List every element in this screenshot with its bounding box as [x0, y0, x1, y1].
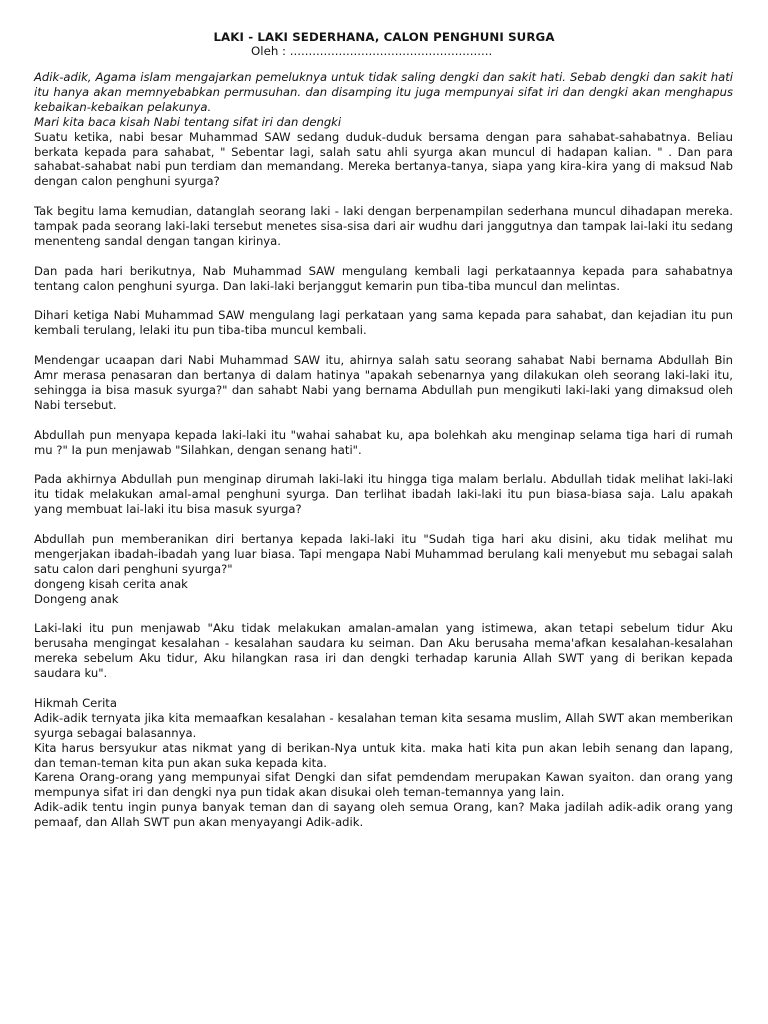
story-paragraph-6: Abdullah pun menyapa kepada laki-laki itu "wahai sahabat ku, apa bolehkah aku menginap selama tiga hari di rumah mu ?" Ia pun menjawab "Silahkan, dengan senang hati".: [34, 427, 733, 457]
intro-subline: Mari kita baca kisah Nabi tentang sifat iri dan dengki: [34, 114, 342, 129]
hikmah-heading: Hikmah Cerita: [34, 695, 117, 710]
tag-line-2: Dongeng anak: [34, 591, 119, 606]
intro-paragraph: Adik-adik, Agama islam mengajarkan pemeluknya untuk tidak saling dengki dan sakit hati. Sebab dengki dan sakit hati itu hanya akan memnyebabkan permusuhan. dan disamping itu juga mempunyai sifat iri dan dengki akan menghapus kebaikan-kebaikan pelakunya.: [34, 70, 733, 114]
story-paragraph-1: Suatu ketika, nabi besar Muhammad SAW sedang duduk-duduk bersama dengan para sahabat-sahabatnya. Beliau berkata kepada para sahabat, " Sebentar lagi, salah satu ahli syurga akan muncul di hadapan kalian. " . Dan para sahabat-sahabat nabi pun terdiam dan memandang. Mereka bertanya-tanya, siapa yang kira-kira yang di maksud Nab dengan calon penghuni syurga?: [34, 129, 733, 189]
story-paragraph-2: Tak begitu lama kemudian, datanglah seorang laki - laki dengan berpenampilan sederhana muncul dihadapan mereka. tampak pada seorang laki-laki tersebut menetes sisa-sisa dari air wudhu dari janggutnya dan tampak lai-laki itu sedang menenteng sandal dengan tangan kirinya.: [34, 204, 733, 248]
hikmah-point-2: Kita harus bersyukur atas nikmat yang di berikan-Nya untuk kita. maka hati kita pun akan lebih senang dan lapang, dan teman-teman kita pun akan suka kepada kita.: [34, 740, 733, 770]
document-body: [34, 70, 733, 830]
tag-line-1: dongeng kisah cerita anak: [34, 576, 188, 591]
document-title: LAKI - LAKI SEDERHANA, CALON PENGHUNI SURGA: [213, 30, 555, 44]
story-paragraph-9: Laki-laki itu pun menjawab "Aku tidak melakukan amalan-amalan yang istimewa, akan tetapi sebelum tidur Aku berusaha mengingat kesalahan - kesalahan saudara ku seiman. Dan Aku berusaha mema'afkan kesalahan-kesalahan mereka sebelum Aku tidur, Aku hilangkan rasa iri dan dengki terhadap karunia Allah SWT yang di berikan kepada saudara ku".: [34, 621, 733, 681]
hikmah-point-1: Adik-adik ternyata jika kita memaafkan kesalahan - kesalahan teman kita sesama muslim, Allah SWT akan memberikan syurga sebagai balasannya.: [34, 710, 733, 740]
story-paragraph-7: Pada akhirnya Abdullah pun menginap dirumah laki-laki itu hingga tiga malam berlalu. Abdullah tidak melihat laki-laki itu tidak melakukan amal-amal penghuni syurga. Dan terlihat ibadah laki-laki itu pun biasa-biasa saja. Lalu apakah yang membuat lai-laki itu bisa masuk syurga?: [34, 472, 733, 517]
story-paragraph-3: Dan pada hari berikutnya, Nab Muhammad SAW mengulang kembali lagi perkataannya kepada para sahabatnya tentang calon penghuni syurga. Dan laki-laki berjanggut kemarin pun tiba-tiba muncul dan melintas.: [34, 263, 733, 293]
story-paragraph-5: Mendengar ucaapan dari Nabi Muhammad SAW itu, ahirnya salah satu seorang sahabat Nabi bernama Abdullah Bin Amr merasa penasaran dan bertanya di dalam hatinya "apakah sebenarnya yang dilakukan oleh seorang laki-laki itu, sehingga ia bisa masuk syurga?" dan sahabt Nabi yang bernama Abdullah pun mengikuti laki-laki yang dimaksud oleh Nabi tersebut.: [34, 353, 733, 412]
hikmah-point-4: Adik-adik tentu ingin punya banyak teman dan di sayang oleh semua Orang, kan? Maka jadilah adik-adik orang yang pemaaf, dan Allah SWT pun akan menyayangi Adik-adik.: [34, 800, 733, 830]
hikmah-point-3: Karena Orang-orang yang mempunyai sifat Dengki dan sifat pemdendam merupakan Kawan syaiton. dan orang yang mempunya sifat iri dan dengki nya pun tidak akan disukai oleh teman-temannya yang lain.: [34, 770, 733, 800]
story-paragraph-8: Abdullah pun memberanikan diri bertanya kepada laki-laki itu "Sudah tiga hari aku disini, aku tidak melihat mu mengerjakan ibadah-ibadah yang luar biasa. Tapi mengapa Nabi Muhammad berulang kali menyebut mu sebagai salah satu calon dari penghuni syurga?": [34, 531, 733, 576]
story-paragraph-4: Dihari ketiga Nabi Muhammad SAW mengulang lagi perkataan yang sama kepada para sahabat, dan kejadian itu pun kembali terulang, lelaki itu pun tiba-tiba muncul kembali.: [34, 308, 733, 338]
author-byline: Oleh : ......................................................: [251, 44, 493, 58]
